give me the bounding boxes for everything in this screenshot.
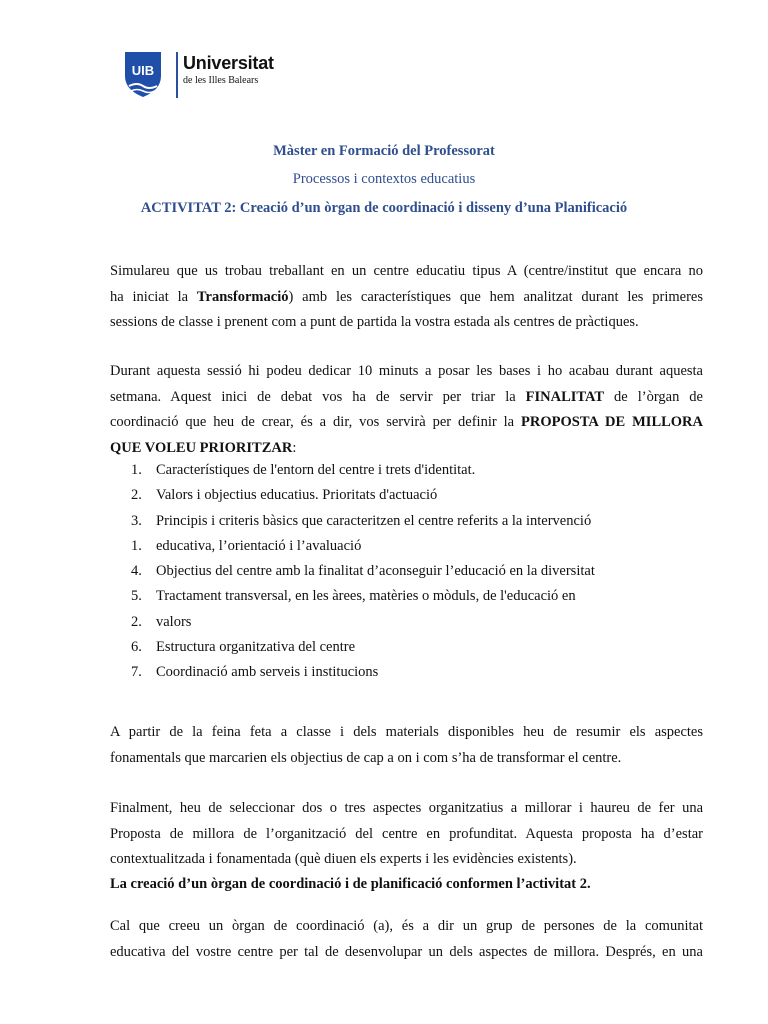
list-item-text: Objectius del centre amb la finalitat d’aconseguir l’educació en la diversitat bbox=[156, 563, 595, 580]
list-item-number: 1. bbox=[131, 537, 142, 554]
uib-logo bbox=[117, 50, 277, 100]
activity-title: ACTIVITAT 2: Creació d’un òrgan de coordinació i disseny d’una Planificació bbox=[140, 200, 628, 216]
subject-title: Processos i contextos educatius bbox=[292, 171, 476, 187]
paragraph-intro bbox=[110, 259, 703, 336]
text-line: fonamentals que marcarien els objectius de cap a on i com s’ha de transformar el centre. bbox=[110, 749, 622, 766]
uib-shield-icon bbox=[117, 50, 169, 98]
list-item-text: Característiques de l'entorn del centre i trets d'identitat. bbox=[156, 462, 476, 478]
text-line: ha iniciat la Transformació) amb les característiques que hem analitzat durant les primeres bbox=[110, 288, 703, 305]
list-item-number: 7. bbox=[131, 664, 142, 681]
list-item bbox=[110, 660, 703, 685]
logo-name: Universitat bbox=[183, 53, 274, 73]
list-item-text: valors bbox=[156, 613, 192, 630]
paragraph-summary bbox=[110, 720, 703, 771]
list-item-text: Tractament transversal, en les àrees, matèries o mòduls, de l'educació en bbox=[156, 588, 576, 605]
logo-divider bbox=[176, 52, 178, 98]
text-line: QUE VOLEU PRIORITZAR: bbox=[110, 439, 297, 456]
text-line: contextualitzada i fonamentada (què diuen els experts i les evidències existents). bbox=[110, 851, 577, 867]
list-item-text: Valors i objectius educatius. Prioritats d'actuació bbox=[156, 487, 438, 504]
text-line: A partir de la feina feta a classe i dels materials disponibles heu de resumir els aspectes bbox=[110, 724, 703, 740]
list-item-number: 6. bbox=[131, 639, 142, 656]
text-line: Simulareu que us trobau treballant en un centre educatiu tipus A (centre/institut que encara no bbox=[110, 263, 703, 279]
list-item-number: 4. bbox=[131, 563, 142, 580]
logo-subtitle: de les Illes Balears bbox=[183, 75, 259, 86]
list-item bbox=[110, 584, 703, 609]
list-item bbox=[110, 458, 703, 483]
list-item-text: Estructura organitzativa del centre bbox=[156, 639, 356, 656]
list-item bbox=[110, 635, 703, 660]
list-item bbox=[110, 610, 703, 635]
logo-mark-text: UIB bbox=[131, 63, 155, 78]
course-title: Màster en Formació del Professorat bbox=[273, 143, 495, 159]
list-item bbox=[110, 483, 703, 508]
text-line: educativa del vostre centre per tal de desenvolupar un dels aspectes de millora. Després, en una bbox=[110, 943, 703, 960]
list-item-number: 2. bbox=[131, 613, 142, 630]
list-item bbox=[110, 509, 703, 534]
list-item-number: 2. bbox=[131, 487, 142, 504]
paragraph-session bbox=[110, 359, 703, 461]
list-item bbox=[110, 534, 703, 559]
numbered-list bbox=[110, 458, 703, 686]
paragraph-coordination bbox=[110, 914, 703, 965]
text-line: setmana. Aquest inici de debat vos ha de servir per triar la FINALITAT de l’òrgan de bbox=[110, 388, 703, 405]
bold-statement: La creació d’un òrgan de coordinació i de planificació conformen l’activitat 2. bbox=[110, 876, 591, 892]
list-item bbox=[110, 559, 703, 584]
text-line: Finalment, heu de seleccionar dos o tres aspectes organitzatius a millorar i haureu de fer una bbox=[110, 800, 703, 816]
text-line: coordinació que heu de crear, és a dir, vos servirà per definir la PROPOSTA DE MILLORA bbox=[110, 414, 704, 430]
paragraph-proposal bbox=[110, 796, 703, 873]
text-line: sessions de classe i prenent com a punt de partida la vostra estada als centres de pràctiques. bbox=[110, 314, 639, 330]
list-item-text: Coordinació amb serveis i institucions bbox=[156, 664, 379, 681]
list-item-text: educativa, l’orientació i l’avaluació bbox=[156, 537, 362, 554]
text-line: Proposta de millora de l’organització del centre en profunditat. Aquesta proposta ha d’estar bbox=[110, 825, 703, 842]
list-item-number: 5. bbox=[131, 588, 142, 605]
text-line: Cal que creeu un òrgan de coordinació (a), és a dir un grup de persones de la comunitat bbox=[110, 918, 703, 934]
list-item-number: 1. bbox=[131, 462, 142, 478]
list-item-number: 3. bbox=[131, 512, 142, 529]
text-line: Durant aquesta sessió hi podeu dedicar 10 minuts a posar les bases i ho acabau durant aquesta bbox=[110, 363, 703, 379]
list-item-text: Principis i criteris bàsics que caracteritzen el centre referits a la intervenció bbox=[156, 512, 592, 529]
